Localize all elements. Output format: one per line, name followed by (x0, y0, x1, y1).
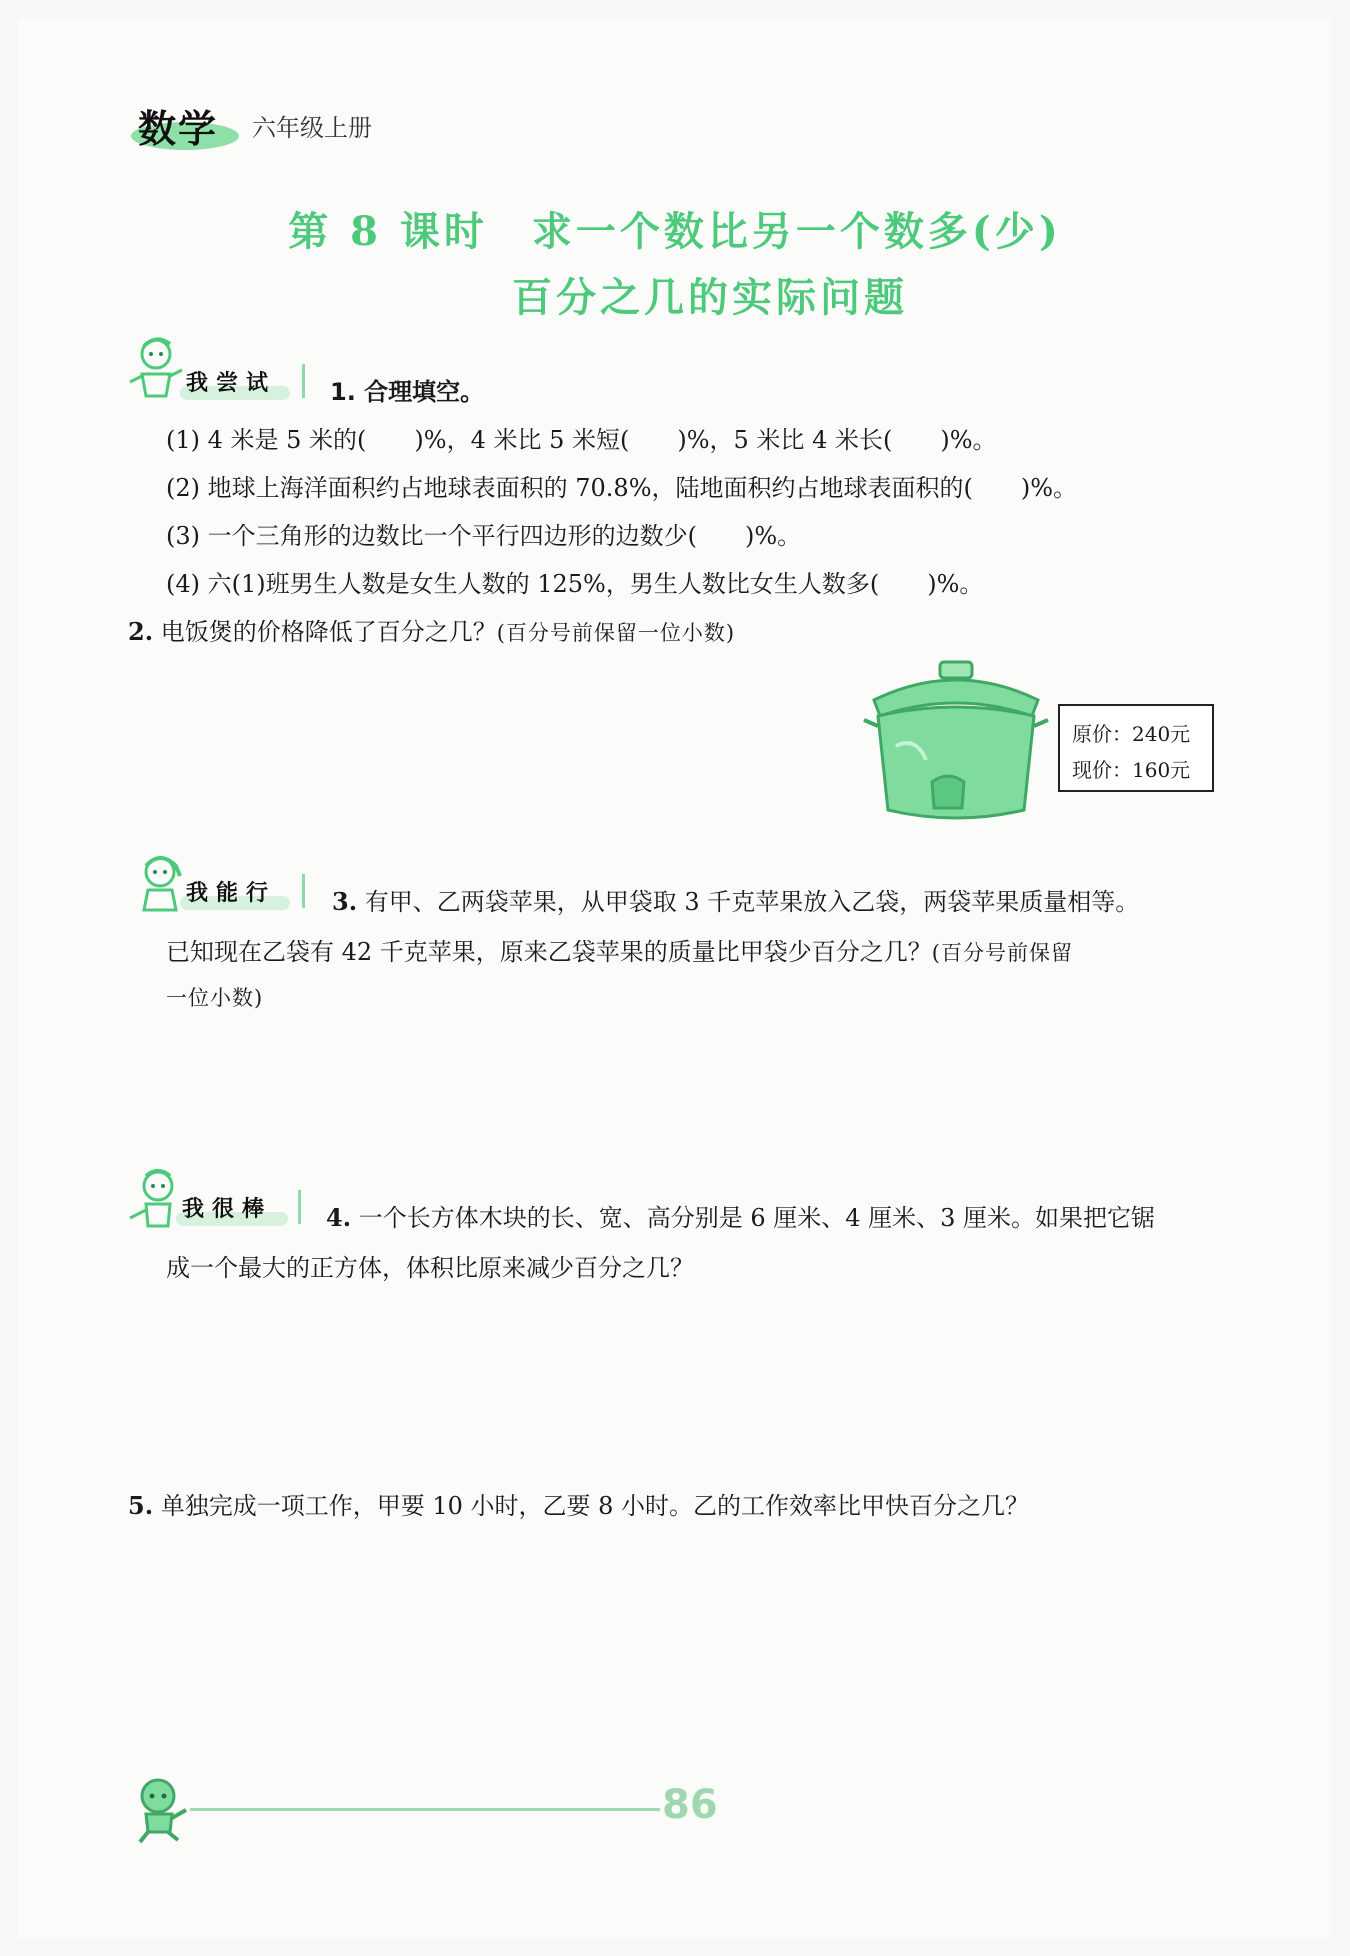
q1-item-1: (1) 4 米是 5 米的( )%，4 米比 5 米短( )%，5 米比 4 米长( )%。 (166, 426, 997, 454)
section-badge-try: 我尝试 (186, 371, 277, 396)
q4-line2: 成一个最大的正方体，体积比原来减少百分之几？ (166, 1254, 694, 1282)
footer-rule (190, 1808, 660, 1811)
grade-label: 六年级上册 (252, 114, 372, 142)
lesson-title-line2: 百分之几的实际问题 (512, 274, 908, 321)
q4-line1 (326, 1198, 1155, 1233)
section-badge-great: 我很棒 (182, 1197, 273, 1222)
badge-divider (302, 364, 305, 398)
badge-divider (298, 1190, 301, 1224)
q3-note-1: (百分号前保留 (931, 941, 1073, 965)
q3-text-1: 有甲、乙两袋苹果，从甲袋取 3 千克苹果放入乙袋，两袋苹果质量相等。 (364, 888, 1140, 916)
q2-text: 电饭煲的价格降低了百分之几？ (160, 618, 497, 646)
q4-text-1: 一个长方体木块的长、宽、高分别是 6 厘米、4 厘米、3 厘米。如果把它锯 (358, 1204, 1156, 1232)
q1-item-2: (2) 地球上海洋面积约占地球表面积的 70.8%，陆地面积约占地球表面积的( )%。 (166, 474, 1078, 502)
q2-number: 2. (128, 617, 154, 646)
q3-line2 (166, 932, 1073, 967)
current-price: 现价：160元 (1072, 758, 1191, 782)
q3-note-2: 一位小数) (166, 986, 264, 1010)
q5-question (128, 1486, 1029, 1521)
price-box (1058, 704, 1214, 792)
lesson-title-line1: 第 8 课时 求一个数比另一个数多(少) (288, 208, 1062, 255)
q1-title: 1. 合理填空。 (330, 378, 485, 406)
q1-item-3: (3) 一个三角形的边数比一个平行四边形的边数少( )%。 (166, 522, 802, 550)
q5-number: 5. (128, 1491, 154, 1520)
rice-cooker-icon (856, 650, 1056, 826)
q4-number: 4. (326, 1203, 352, 1232)
badge-divider (302, 874, 305, 908)
q2-question (128, 612, 735, 647)
cartoon-boy-icon (128, 1166, 184, 1236)
cartoon-kid-icon (126, 334, 184, 404)
page-number: 86 (662, 1782, 718, 1828)
q5-text: 单独完成一项工作，甲要 10 小时，乙要 8 小时。乙的工作效率比甲快百分之几？ (160, 1492, 1030, 1520)
section-badge-can: 我能行 (186, 881, 277, 906)
subject-title: 数学 (138, 107, 219, 151)
cartoon-girl-icon (132, 852, 188, 922)
q3-text-2: 已知现在乙袋有 42 千克苹果，原来乙袋苹果的质量比甲袋少百分之几？ (166, 938, 932, 966)
original-price: 原价：240元 (1072, 722, 1191, 746)
q1-item-4: (4) 六(1)班男生人数是女生人数的 125%，男生人数比女生人数多( )%。 (166, 570, 984, 598)
q2-note: (百分号前保留一位小数) (496, 621, 736, 645)
footer-mascot-icon (126, 1774, 196, 1844)
q3-number: 3. (332, 887, 358, 916)
q3-line1 (332, 882, 1139, 917)
